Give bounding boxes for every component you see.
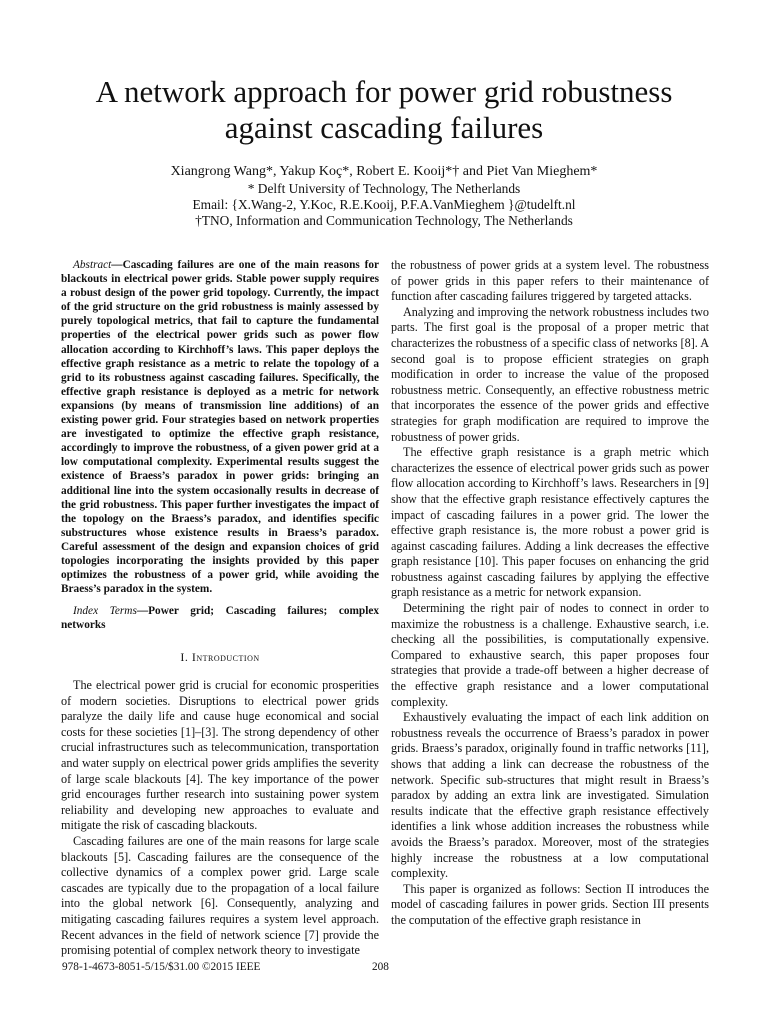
index-terms-text: —Power grid; Cascading failures; complex networks bbox=[61, 605, 379, 632]
page-number: 208 bbox=[372, 961, 389, 973]
author-names: Xiangrong Wang*, Yakup Koç*, Robert E. Kooij*† and Piet Van Mieghem* bbox=[170, 164, 598, 179]
author-block bbox=[60, 163, 708, 229]
author-email: Email: {X.Wang-2, Y.Koc, R.E.Kooij, P.F.A.VanMieghem }@tudelft.nl bbox=[192, 197, 576, 212]
body-paragraph: Analyzing and improving the network robustness includes two parts. The first goal is the proposal of a proper metric that characterizes the robustness of a specific class of networks [8]. A second goal is to propose efficient strategies on graph modification in order to increase the value of the proposed robustness metric. Consequently, an effective robustness metric that incorporates the essence of the power grids and effective strategies for graph modification are required to improve the robustness of power grids. bbox=[391, 304, 709, 444]
abstract-text: —Cascading failures are one of the main reasons for blackouts in electrical power grids. Stable power supply requires a robust design of the power grid topology. Currently, the impact of the grid structure on the grid robustness is mainly assessed by purely topological metrics, that fail to capture the fundamental properties of the electrical power grids such as power flow allocation according to Kirchhoff’s laws. This paper deploys the effective graph resistance as a metric to relate the topology of a grid to its robustness against cascading failures. Specifically, the effective graph resistance is deployed as a metric for network expansions (by means of transmission line additions) of an existing power grid. Four strategies based on network properties are investigated to optimize the effective graph resistance, accordingly to improve the robustness, of a given power grid at a low computational complexity. Experimental results suggest the existence of Braess’s paradox in power grids: bringing an additional line into the system occasionally results in decrease of the grid robustness. This paper further investigates the impact of the topology on the Braess’s paradox, and identifies specific substructures whose existence results in Braess’s paradox. Careful assessment of the design and expansion choices of grid topologies incorporating the insights provided by this paper optimizes the robustness of a power grid, while avoiding the Braess’s paradox in the system. bbox=[61, 259, 379, 596]
body-paragraph: The electrical power grid is crucial for economic prosperities of modern societies. Disruptions to electrical power grids paralyze the daily life and cause huge economical and social costs for these societies [1]–[3]. The strong dependency of other crucial infrastructures such as telecommunication, transportation and water supply on electrical power grids amplifies the severity of large scale blackouts [4]. The key importance of the power grid encourages further research into sustaining power system reliability and developing new approaches to evaluate and mitigate the risk of cascading blackouts. bbox=[61, 678, 379, 833]
section-heading-introduction: I. Introduction bbox=[180, 650, 260, 665]
body-paragraph: Determining the right pair of nodes to connect in order to maximize the robustness is a challenge. Exhaustive search, i.e. checking all the possibilities, is computationally expensive. Compared to exhaustive search, this paper proposes four strategies that provide a trade-off between a higher decrease of the effective graph resistance and a lower computational complexity. bbox=[391, 601, 709, 709]
title-line-1: A network approach for power grid robustness bbox=[95, 74, 673, 109]
affiliation-delft: * Delft University of Technology, The Netherlands bbox=[247, 181, 521, 196]
index-terms-label: Index Terms bbox=[73, 605, 137, 618]
left-column bbox=[61, 258, 379, 959]
footer-copyright: 978-1-4673-8051-5/15/$31.00 ©2015 IEEE bbox=[62, 961, 261, 973]
abstract bbox=[61, 258, 379, 596]
body-paragraph: The effective graph resistance is a graph metric which characterizes the essence of electrical power grids such as power flow allocation according to Kirchhoff’s laws. Researchers in [9] show that the effective graph resistance effectively captures the impact of cascading failures in a power grid. The lower the effective graph resistance is, the more robust a power grid is against cascading failures. Adding a link decreases the effective graph resistance [10]. This paper focuses on enhancing the grid robustness against cascading failures by applying the effective graph resistance as a metric for network expansion. bbox=[391, 445, 709, 600]
title-line-2: against cascading failures bbox=[224, 110, 544, 145]
body-paragraph: This paper is organized as follows: Section II introduces the model of cascading failures in power grids. Section III presents the computation of the effective graph resistance in bbox=[391, 881, 709, 927]
body-paragraph: the robustness of power grids at a system level. The robustness of power grids in this paper refers to their maintenance of function after cascading failures triggered by targeted attacks. bbox=[391, 258, 709, 304]
index-terms bbox=[61, 604, 379, 632]
abstract-label: Abstract bbox=[73, 259, 112, 271]
body-paragraph: Exhaustively evaluating the impact of each link addition on robustness reveals the occurrence of Braess’s paradox in power grids. Braess’s paradox, originally found in traffic networks [11], shows that adding a link can decrease the robustness of the network. Specific sub-structures that might result in Braess’s paradox by adding an extra link are investigated. Simulation results indicate that the effective graph resistance effectively identifies a link whose addition increases the robustness while avoids the Braess’s paradox. Moreover, most of the strategies highly increase the robustness at a low computational complexity. bbox=[391, 710, 709, 881]
body-paragraph: Cascading failures are one of the main reasons for large scale blackouts [5]. Cascading failures are the consequence of the collective dynamics of a complex power grid. Large scale cascades are typically due to the propagation of a local failure into the global network [6]. Consequently, analyzing and mitigating cascading failures requires a system level approach. Recent advances in the field of network science [7] provide the promising potential of complex network theory to investigate bbox=[61, 833, 379, 958]
affiliation-tno: †TNO, Information and Communication Technology, The Netherlands bbox=[195, 213, 573, 228]
paper-title bbox=[60, 74, 708, 146]
right-column bbox=[391, 258, 709, 929]
